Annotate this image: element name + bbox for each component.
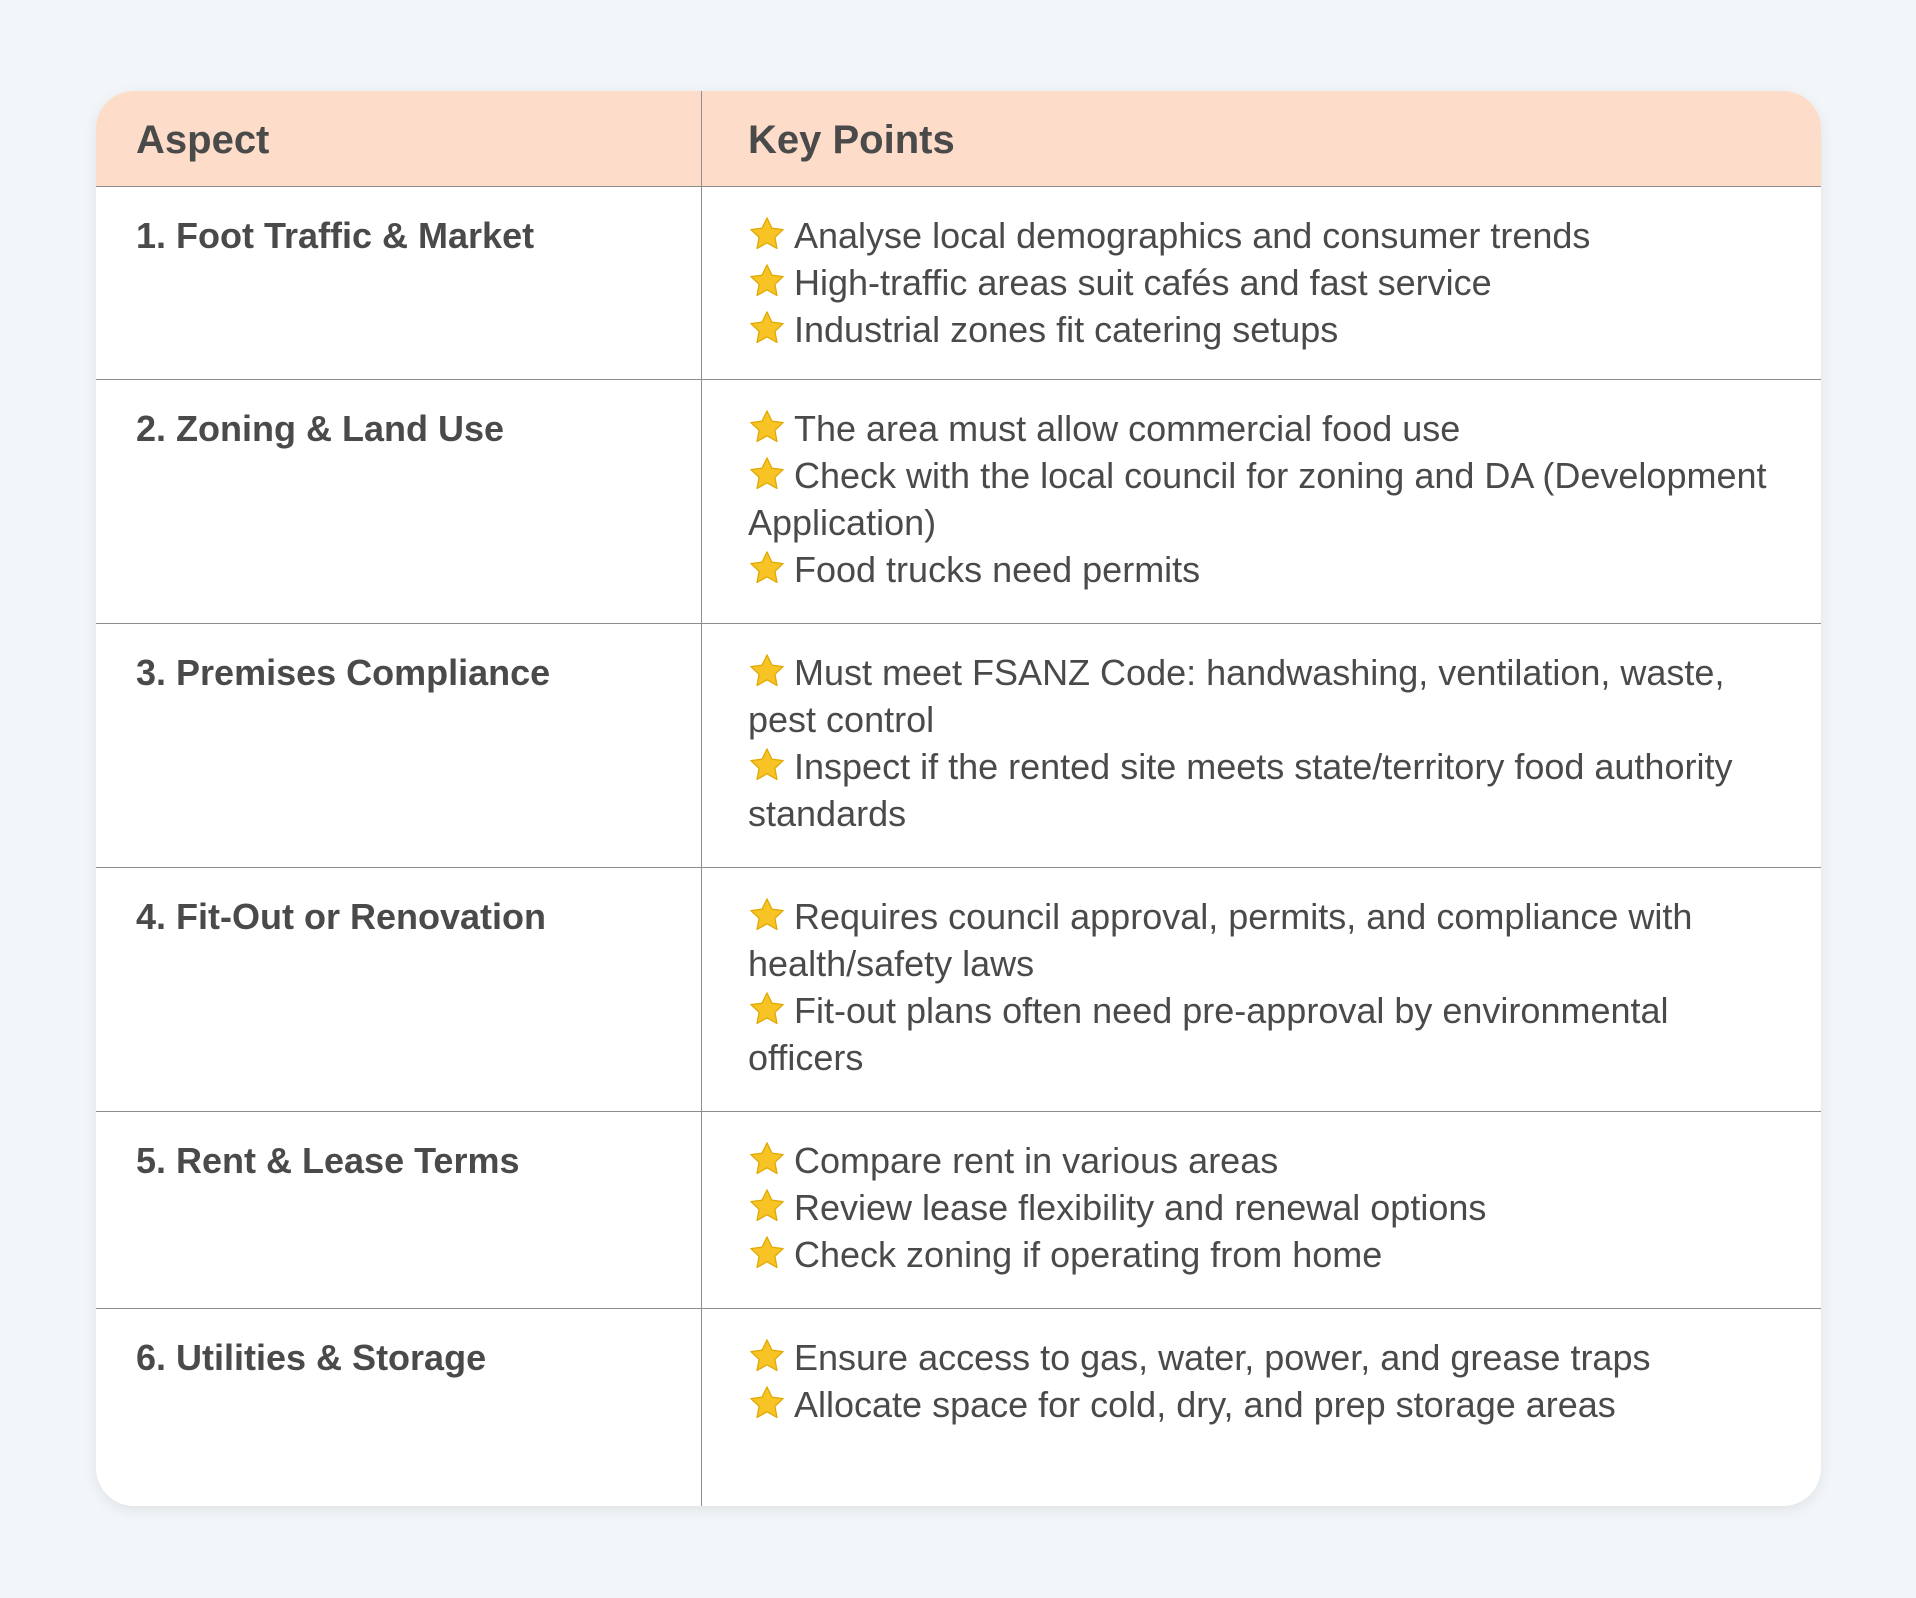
key-point [748,546,1781,593]
key-point [748,1137,1781,1184]
key-point-text: Compare rent in various areas [794,1140,1279,1181]
key-point-text: Analyse local demographics and consumer trends [794,215,1591,256]
star-icon [748,652,786,690]
key-point-text: Food trucks need permits [794,549,1201,590]
key-point [748,1184,1781,1231]
star-icon [748,549,786,587]
key-point [748,452,1781,546]
key-points-cell [702,1112,1821,1308]
key-point-text: Inspect if the rented site meets state/territory food authority standards [748,746,1733,834]
key-point [748,212,1781,259]
key-points-cell [702,1309,1821,1506]
header-key-points: Key Points [748,118,955,162]
star-icon [748,1384,786,1422]
star-icon [748,990,786,1028]
key-point [748,649,1781,743]
key-point [748,306,1781,353]
key-point-text: The area must allow commercial food use [794,408,1461,449]
key-point-text: Check with the local council for zoning and DA (Development Application) [748,455,1767,543]
key-point-text: Check zoning if operating from home [794,1234,1383,1275]
table-row [96,1112,1821,1309]
star-icon [748,262,786,300]
key-point-text: Must meet FSANZ Code: handwashing, ventilation, waste, pest control [748,652,1725,740]
key-point-text: Industrial zones fit catering setups [794,309,1339,350]
key-point [748,893,1781,987]
aspect-cell: 3. Premises Compliance [96,624,702,867]
star-icon [748,896,786,934]
key-point [748,987,1781,1081]
key-point [748,1381,1781,1428]
table-row [96,868,1821,1112]
key-points-cell [702,187,1821,379]
star-icon [748,1234,786,1272]
star-icon [748,1140,786,1178]
key-point-text: High-traffic areas suit cafés and fast service [794,262,1492,303]
header-aspect: Aspect [96,91,702,186]
key-point-text: Requires council approval, permits, and compliance with health/safety laws [748,896,1693,984]
key-point-text: Fit-out plans often need pre-approval by environmental officers [748,990,1669,1078]
key-points-cell [702,380,1821,623]
key-point-text: Allocate space for cold, dry, and prep storage areas [794,1384,1616,1425]
star-icon [748,215,786,253]
key-point [748,405,1781,452]
table-row [96,1309,1821,1506]
key-points-cell [702,868,1821,1111]
key-point [748,743,1781,837]
aspect-cell: 2. Zoning & Land Use [96,380,702,623]
star-icon [748,309,786,347]
table-row [96,624,1821,868]
aspect-cell: 4. Fit-Out or Renovation [96,868,702,1111]
star-icon [748,746,786,784]
aspect-cell: 1. Foot Traffic & Market [96,187,702,379]
key-point [748,1334,1781,1381]
key-point [748,1231,1781,1278]
star-icon [748,1187,786,1225]
key-point [748,259,1781,306]
aspect-cell: 5. Rent & Lease Terms [96,1112,702,1308]
table-row [96,187,1821,380]
aspect-cell: 6. Utilities & Storage [96,1309,702,1506]
table-row [96,380,1821,624]
star-icon [748,1337,786,1375]
key-point-text: Ensure access to gas, water, power, and grease traps [794,1337,1651,1378]
star-icon [748,455,786,493]
aspects-table [96,91,1821,1506]
star-icon [748,408,786,446]
table-header [96,91,1821,187]
key-point-text: Review lease flexibility and renewal options [794,1187,1487,1228]
key-points-cell [702,624,1821,867]
